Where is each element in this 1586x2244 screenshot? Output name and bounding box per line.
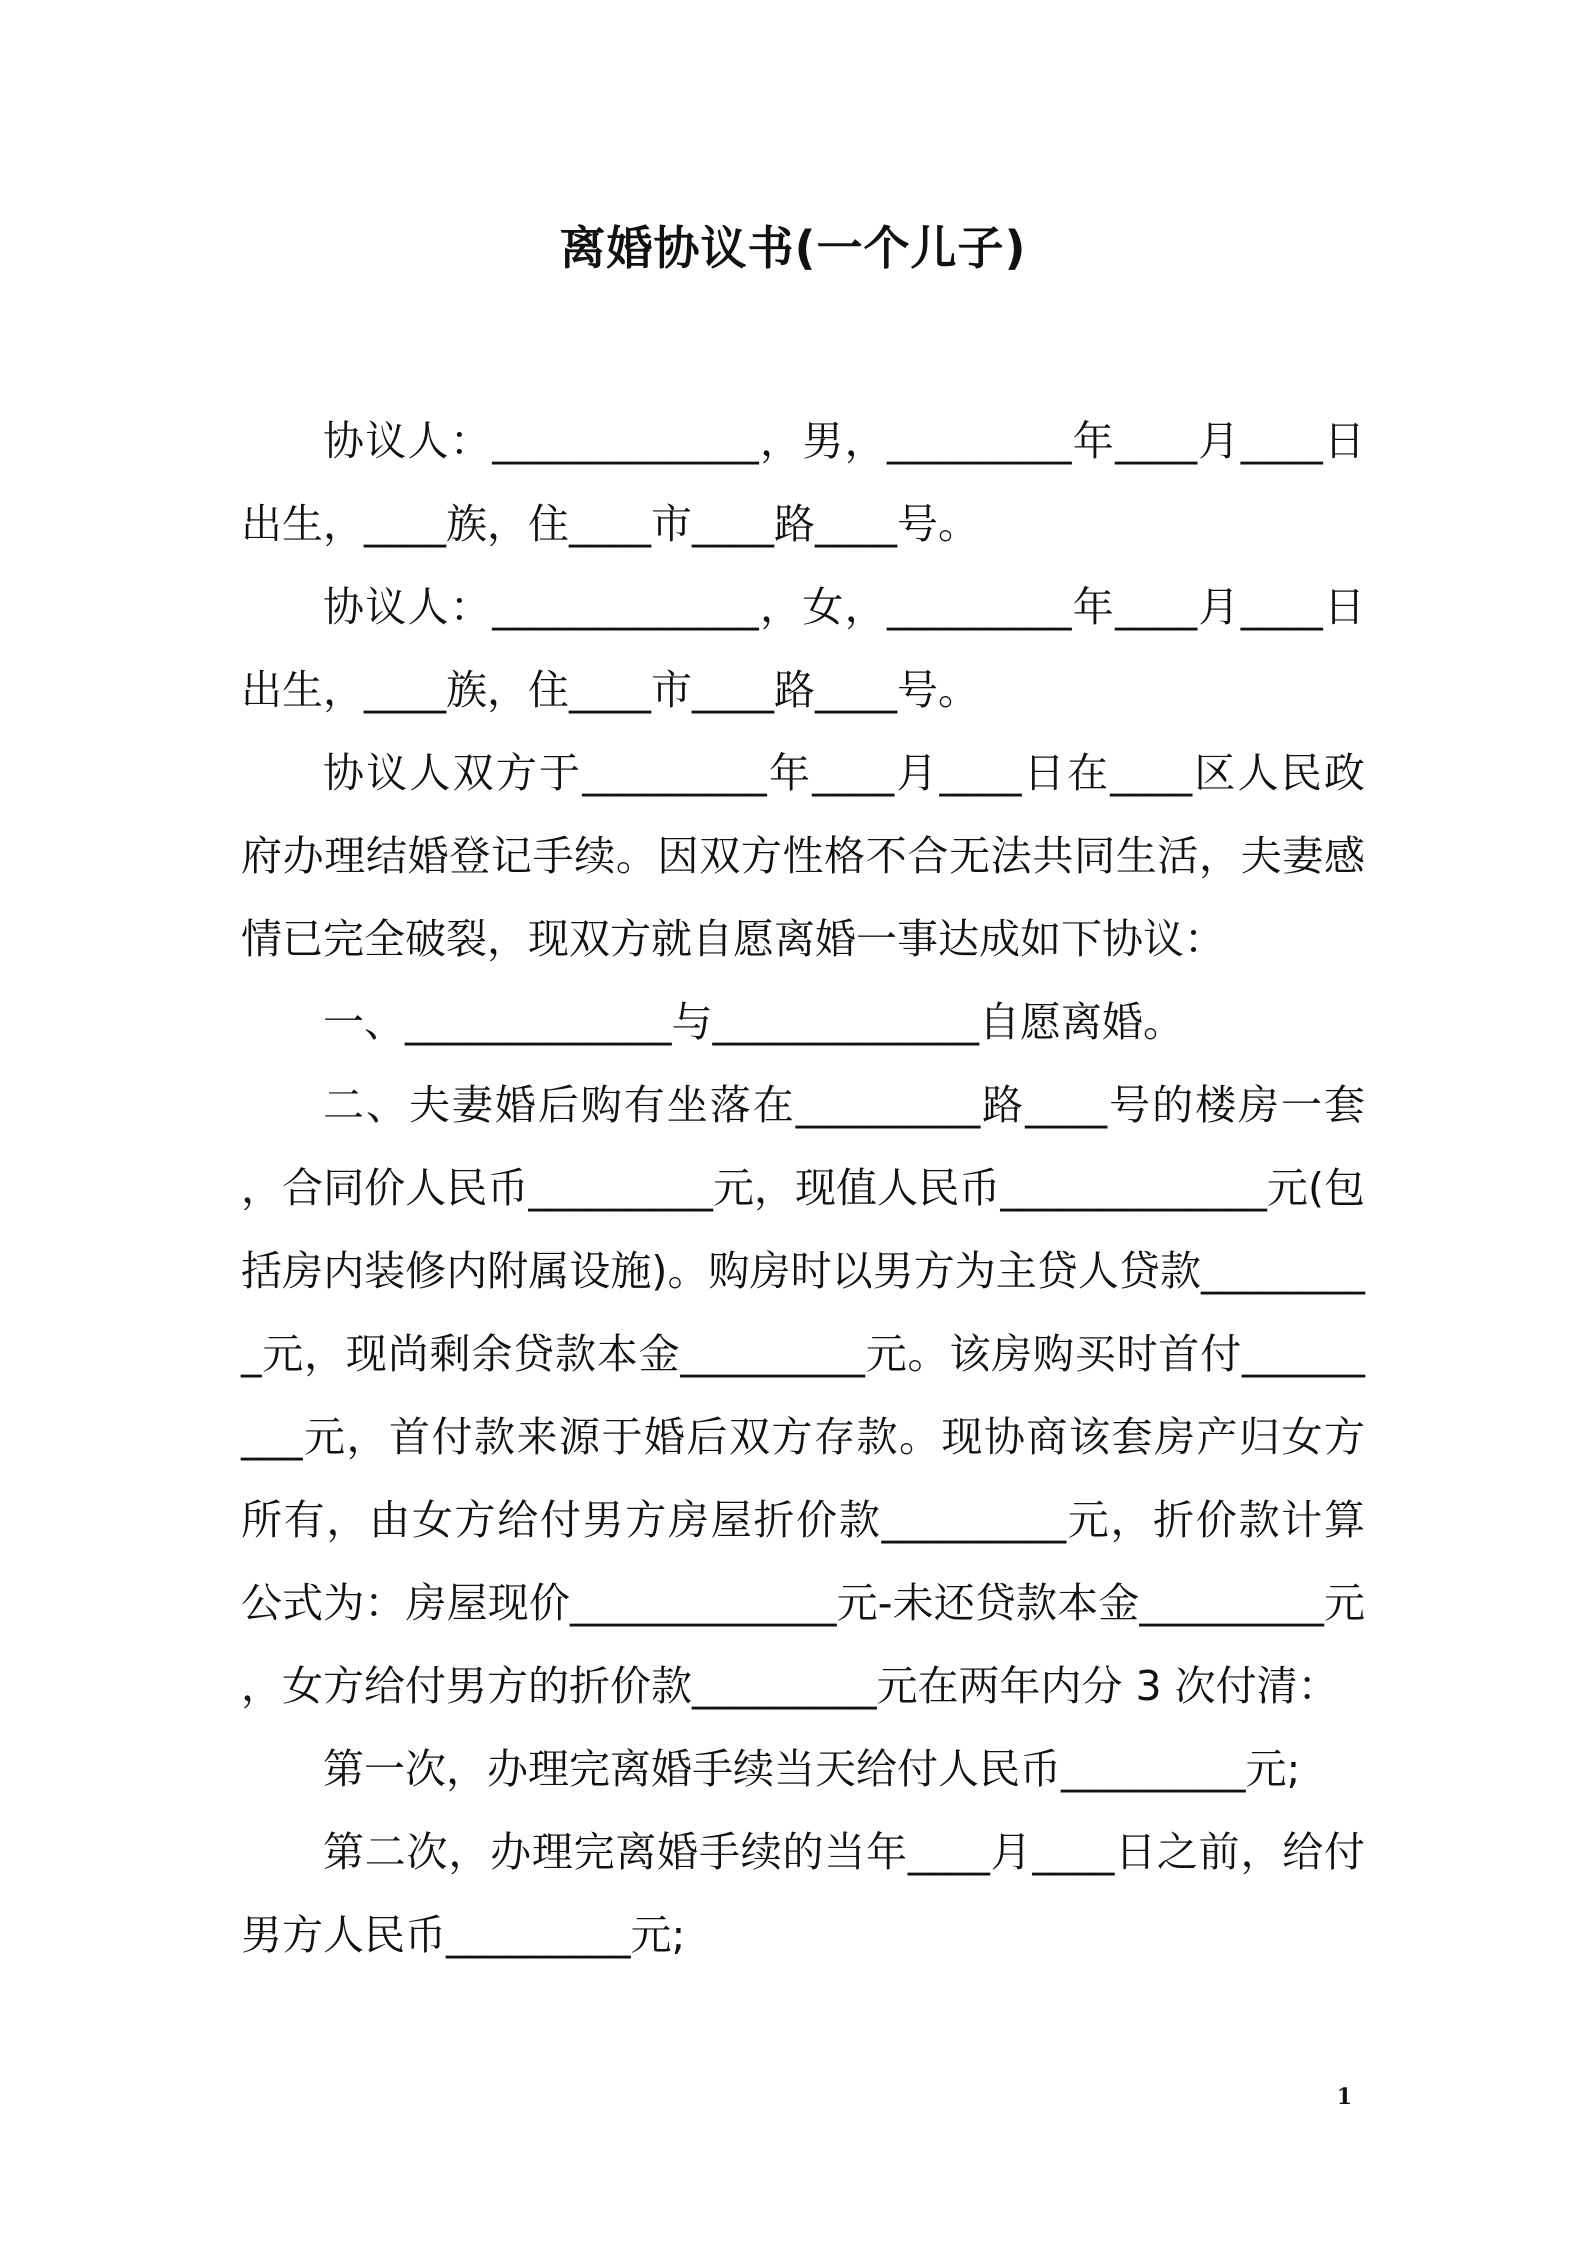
paragraph-first-payment: 第一次，办理完离婚手续当天给付人民币_________元; [323,1745,1301,1793]
paragraph-clause-two: 二、夫妻婚后购有坐落在_________路____号的楼房一套，合同价人民币_________元，现值人民币_____________元(包括房内装修内附属设施)。购房时以男方为主贷人贷款_________元，现尚剩余贷款本金_________元。该房购买时首付_________元，首付款来源于婚后双方存款。现协商该套房产归女方所有，由女方给付男方房屋折价款_________元，折价款计算公式为：房屋现价_____________元-未还贷款本金_________元，女方给付男方的折价款_________元在两年内分 3 次付清： [241,1081,1365,1710]
paragraph-clause-one: 一、_____________与_____________自愿离婚。 [323,998,1184,1046]
paragraph-party-male: 协议人：_____________，男，_________年____月____日出生，____族，住____市____路____号。 [241,417,1365,548]
paragraph-marriage-registration: 协议人双方于_________年____月____日在____区人民政府办理结婚登记手续。因双方性格不合无法共同生活，夫妻感情已完全破裂，现双方就自愿离婚一事达成如下协议： [241,749,1365,963]
paragraph-party-female: 协议人：_____________，女，_________年____月____日出生，____族，住____市____路____号。 [241,583,1365,714]
page-number: 1 [1336,2084,1352,2110]
document-body [241,400,1365,1977]
document-title: 离婚协议书(一个儿子) [559,221,1027,275]
paragraph-second-payment: 第二次，办理完离婚手续的当年____月____日之前，给付男方人民币_________元; [241,1828,1365,1959]
